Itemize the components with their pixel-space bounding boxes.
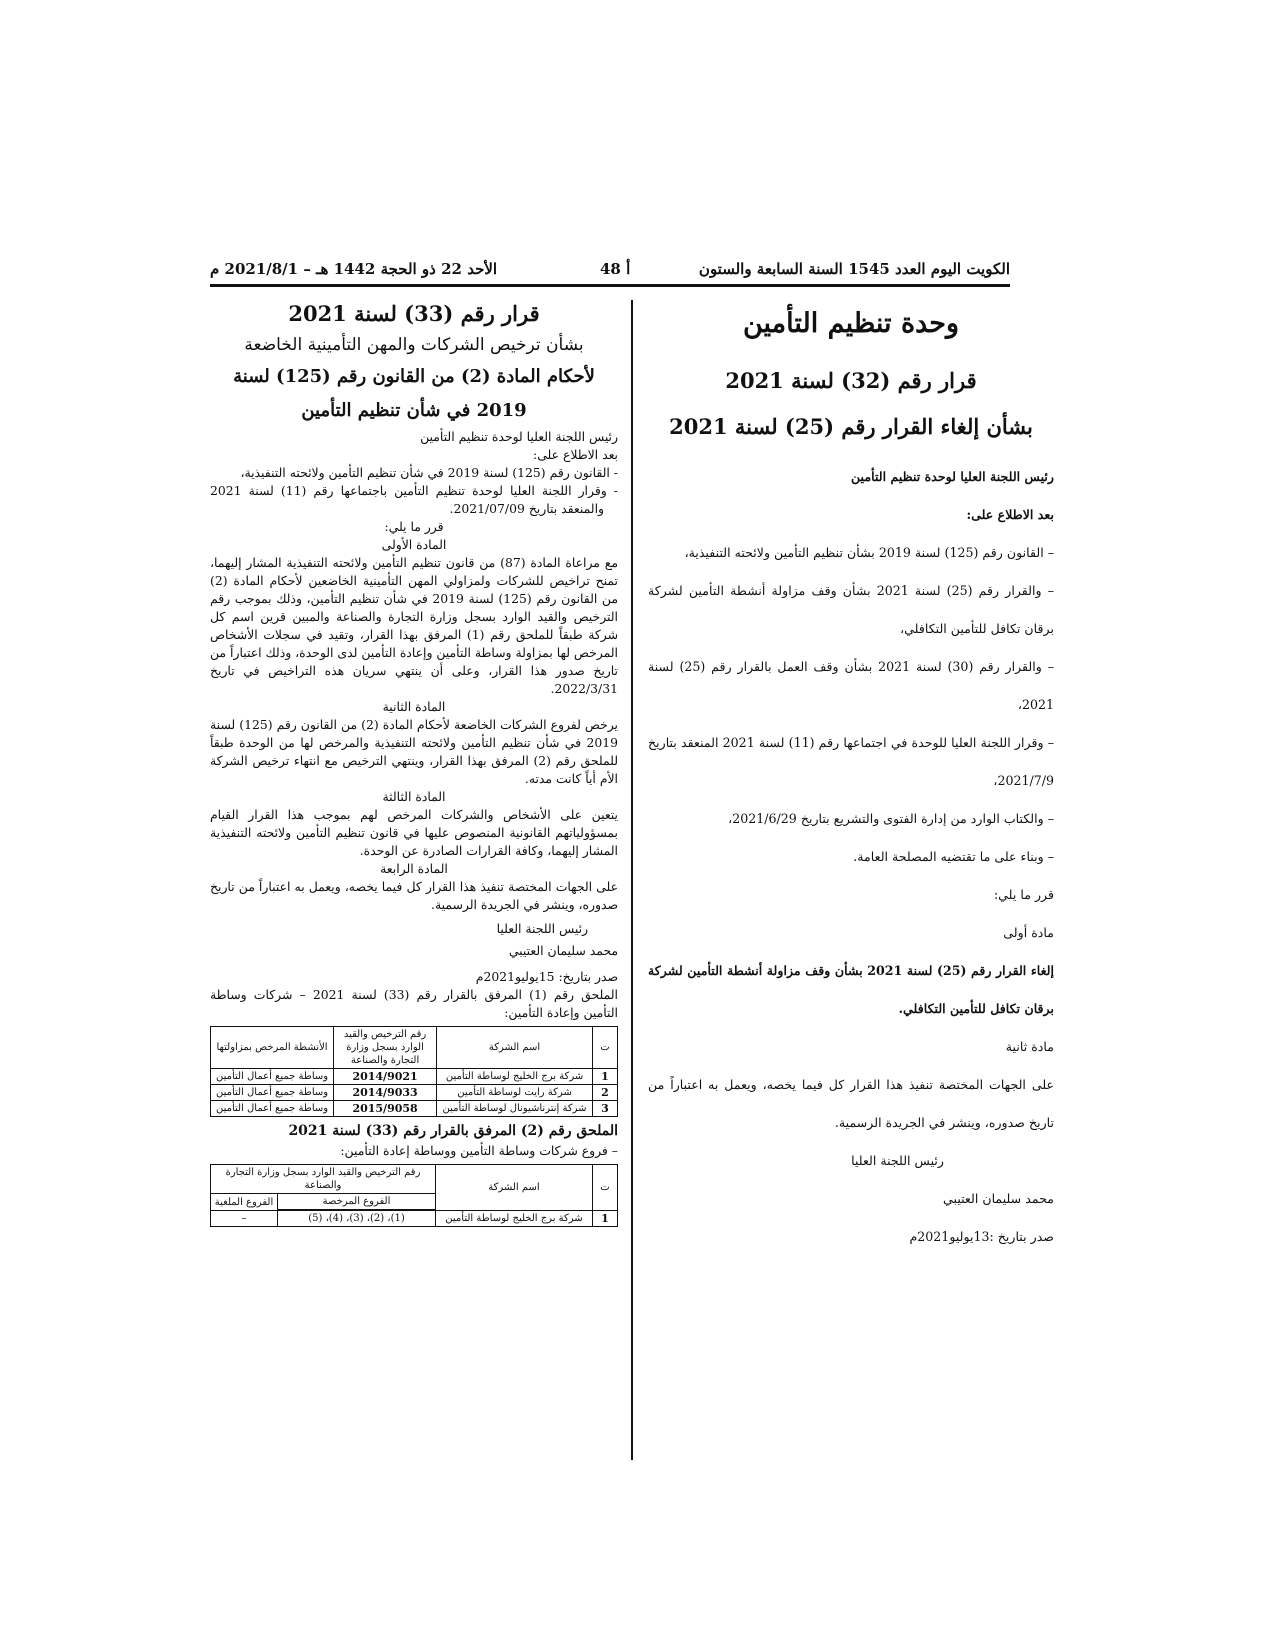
annex-1-cell-license: 2015/9058 [334,1101,437,1117]
decision-32-issuer: رئيس اللجنة العليا لوحدة تنظيم التأمين [850,469,1054,484]
decision-33-decided: قرر ما يلي: [384,519,444,534]
decision-33-subtitle-3: 2019 في شأن تنظيم التأمين [301,400,527,421]
annex-1-cell-number: 3 [593,1101,618,1117]
table-row [211,1101,618,1117]
decision-32-art2-text: على الجهات المختصة تنفيذ هذا القرار كل فيما يخصه، ويعمل به اعتباراً من تاريخ صدوره، وينشر في الجريدة الرسمية. [648,1077,1054,1130]
table-row [211,1069,618,1085]
annex-1-cell-company: شركة برج الخليج لوساطة التأمين [437,1069,593,1085]
annex-2-header-number: ت [593,1165,618,1211]
decision-32-review-1: – القانون رقم (125) لسنة 2019 بشأن تنظيم التأمين ولائحته التنفيذية، [684,545,1054,560]
decision-32-review-2: – والقرار رقم (25) لسنة 2021 بشأن وقف مزاولة أنشطة التأمين لشركة برقان تكافل للتأمين التكافلي، [648,583,1054,636]
annex-2-cell-cancelled: – [211,1211,278,1227]
decision-33-issued-date: صدر بتاريخ: 15يوليو2021م [475,969,618,984]
annex-2-cell-number: 1 [593,1211,618,1227]
decision-33-art3-title: المادة الثالثة [382,789,446,804]
column-divider [631,300,633,1460]
decision-33-subtitle-2: لأحكام المادة (2) من القانون رقم (125) لسنة [233,366,595,387]
table-row [211,1085,618,1101]
decision-32-title: قرار رقم (32) لسنة 2021 [725,368,977,393]
unit-heading: وحدة تنظيم التأمين [742,308,960,339]
decision-33-after-review: بعد الاطلاع على: [533,447,618,462]
decision-32-review-6: – وبناء على ما تقتضيه المصلحة العامة. [853,849,1054,864]
decision-32-decided: قرر ما يلي: [993,887,1054,902]
decision-33-art4-title: المادة الرابعة [380,861,448,876]
decision-32-column [648,298,1054,1256]
decision-32-signature-name: محمد سليمان العتيبي [943,1191,1054,1206]
annex-1-cell-activities: وساطة جميع أعمال التأمين [211,1085,334,1101]
decision-33-art1-text: مع مراعاة المادة (87) من قانون تنظيم التأمين ولائحته التنفيذية المشار إليهما، تمنح تراخيص للشركات ولمزاولي المهن التأمينية الخاضعين لأحكام المادة (2) من القانون رقم (125) لسنة 2019 في شأن تنظيم التأمين، وذلك بموجب رقم الترخيص والقيد الوارد بسجل وزارة التجارة والصناعة والمبين قرين اسم كل شركة طبقاً للملحق رقم (1) المرفق بهذا القرار، وتقيد في سجلات الأشخاص المرخص لها بمزاولة وساطة التأمين وإعادة التأمين لدى الوحدة، وذلك اعتباراً من تاريخ صدور هذا القرار، وعلى أن ينتهي سريان هذه التراخيص في تاريخ 2022/3/31. [210,555,618,696]
annex-1-title: الملحق رقم (1) المرفق بالقرار رقم (33) لسنة 2021 – شركات وساطة التأمين وإعادة التأمين: [210,987,618,1020]
annex-1-header-company: اسم الشركة [437,1027,593,1069]
decision-33-title: قرار رقم (33) لسنة 2021 [288,301,540,326]
decision-33-art2-title: المادة الثانية [382,699,446,714]
decision-33-art4-text: على الجهات المختصة تنفيذ هذا القرار كل فيما يخصه، ويعمل به اعتباراً من تاريخ صدوره، وينشر في الجريدة الرسمية. [210,879,618,912]
decision-32-signature-title: رئيس اللجنة العليا [851,1153,944,1168]
decision-32-art1-text: إلغاء القرار رقم (25) لسنة 2021 بشأن وقف مزاولة أنشطة التأمين لشركة برقان تكافل للتأمين التكافلي. [648,963,1054,1016]
annex-2-header-company: اسم الشركة [436,1165,593,1211]
annex-2-cell-branches: (1)، (2)، (3)، (4)، (5) [278,1211,436,1227]
issue-date: الأحد 22 ذو الحجة 1442 هـ – 2021/8/1 م [210,260,498,278]
decision-33-column [210,298,618,1227]
decision-32-art1-title: مادة أولى [1003,925,1054,940]
decision-33-art2-text: يرخص لفروع الشركات الخاضعة لأحكام المادة (2) من القانون رقم (125) لسنة 2019 في شأن تنظيم التأمين ولائحته التنفيذية والمرخص لها من الوحدة طبقاً للملحق رقم (2) المرفق بهذا القرار، وينتهي الترخيص مع انتهاء ترخيص الشركة الأم أياً كانت مدته. [210,717,618,786]
annex-1-header-number: ت [593,1027,618,1069]
decision-32-review-5: – والكتاب الوارد من إدارة الفتوى والتشريع بتاريخ 2021/6/29، [728,811,1054,826]
page-number: أ 48 [600,260,631,278]
decision-32-after-review: بعد الاطلاع على: [966,507,1054,522]
annex-2-subtitle: – فروع شركات وساطة التأمين ووساطة إعادة التأمين: [340,1143,618,1158]
decision-32-review-3: – والقرار رقم (30) لسنة 2021 بشأن وقف العمل بالقرار رقم (25) لسنة 2021، [648,659,1054,712]
decision-33-issuer: رئيس اللجنة العليا لوحدة تنظيم التأمين [420,429,618,444]
gazette-issue: الكويت اليوم العدد 1545 السنة السابعة والستون [698,260,1010,278]
annex-2-header-cancelled: الفروع الملغية [211,1194,278,1211]
annex-2-header-license: رقم الترخيص والقيد الوارد بسجل وزارة التجارة والصناعة [211,1165,436,1194]
annex-2-table [210,1164,618,1227]
annex-1-cell-company: شركة إنترناشيونال لوساطة التأمين [437,1101,593,1117]
decision-33-signature-name: محمد سليمان العتيبي [508,943,618,958]
annex-1-cell-company: شركة رايت لوساطة التأمين [437,1085,593,1101]
decision-32-subtitle: بشأن إلغاء القرار رقم (25) لسنة 2021 [669,414,1033,439]
annex-1-cell-number: 1 [593,1069,618,1085]
decision-33-art3-text: يتعين على الأشخاص والشركات المرخص لهم بموجب هذا القرار القيام بمسؤولياتهم القانونية المنصوص عليها في قانون تنظيم التأمين ولائحته التنفيذية المشار إليهما، وكافة القرارات الصادرة عن الوحدة. [210,807,618,858]
page-header [210,250,1010,287]
decision-33-subtitle-1: بشأن ترخيص الشركات والمهن التأمينية الخاضعة [244,335,584,355]
annex-1-table [210,1026,618,1117]
annex-1-header-activities: الأنشطة المرخص بمزاولتها [211,1027,334,1069]
annex-1-cell-license: 2014/9021 [334,1069,437,1085]
annex-1-cell-license: 2014/9033 [334,1085,437,1101]
decision-32-review-4: – وقرار اللجنة العليا للوحدة في اجتماعها رقم (11) لسنة 2021 المنعقد بتاريخ 2021/7/9، [648,735,1054,788]
annex-2-cell-company: شركة برج الخليج لوساطة التأمين [436,1211,593,1227]
annex-1-header-row [211,1027,618,1069]
decision-33-signature-title: رئيس اللجنة العليا [496,921,588,936]
annex-1-cell-number: 2 [593,1085,618,1101]
annex-1-cell-activities: وساطة جميع أعمال التأمين [211,1101,334,1117]
decision-32-issued-date: صدر بتاريخ :13يوليو2021م [909,1229,1054,1244]
annex-2-header-branches: الفروع المرخصة [278,1194,436,1210]
annex-2-title: الملحق رقم (2) المرفق بالقرار رقم (33) لسنة 2021 [288,1123,618,1139]
decision-33-review-1: - القانون رقم (125) لسنة 2019 في شأن تنظيم التأمين ولائحته التنفيذية، [240,465,618,480]
annex-2-header-row [211,1165,618,1194]
table-row [211,1211,618,1227]
decision-33-art1-title: المادة الأولى [381,537,447,552]
annex-1-header-license: رقم الترخيص والقيد الوارد بسجل وزارة التجارة والصناعة [334,1027,437,1069]
decision-32-art2-title: مادة ثانية [1005,1039,1054,1054]
annex-1-cell-activities: وساطة جميع أعمال التأمين [211,1069,334,1085]
decision-33-review-2: - وقرار اللجنة العليا لوحدة تنظيم التأمين باجتماعها رقم (11) لسنة 2021 والمنعقد بتاريخ 2021/07/09. [210,483,618,516]
